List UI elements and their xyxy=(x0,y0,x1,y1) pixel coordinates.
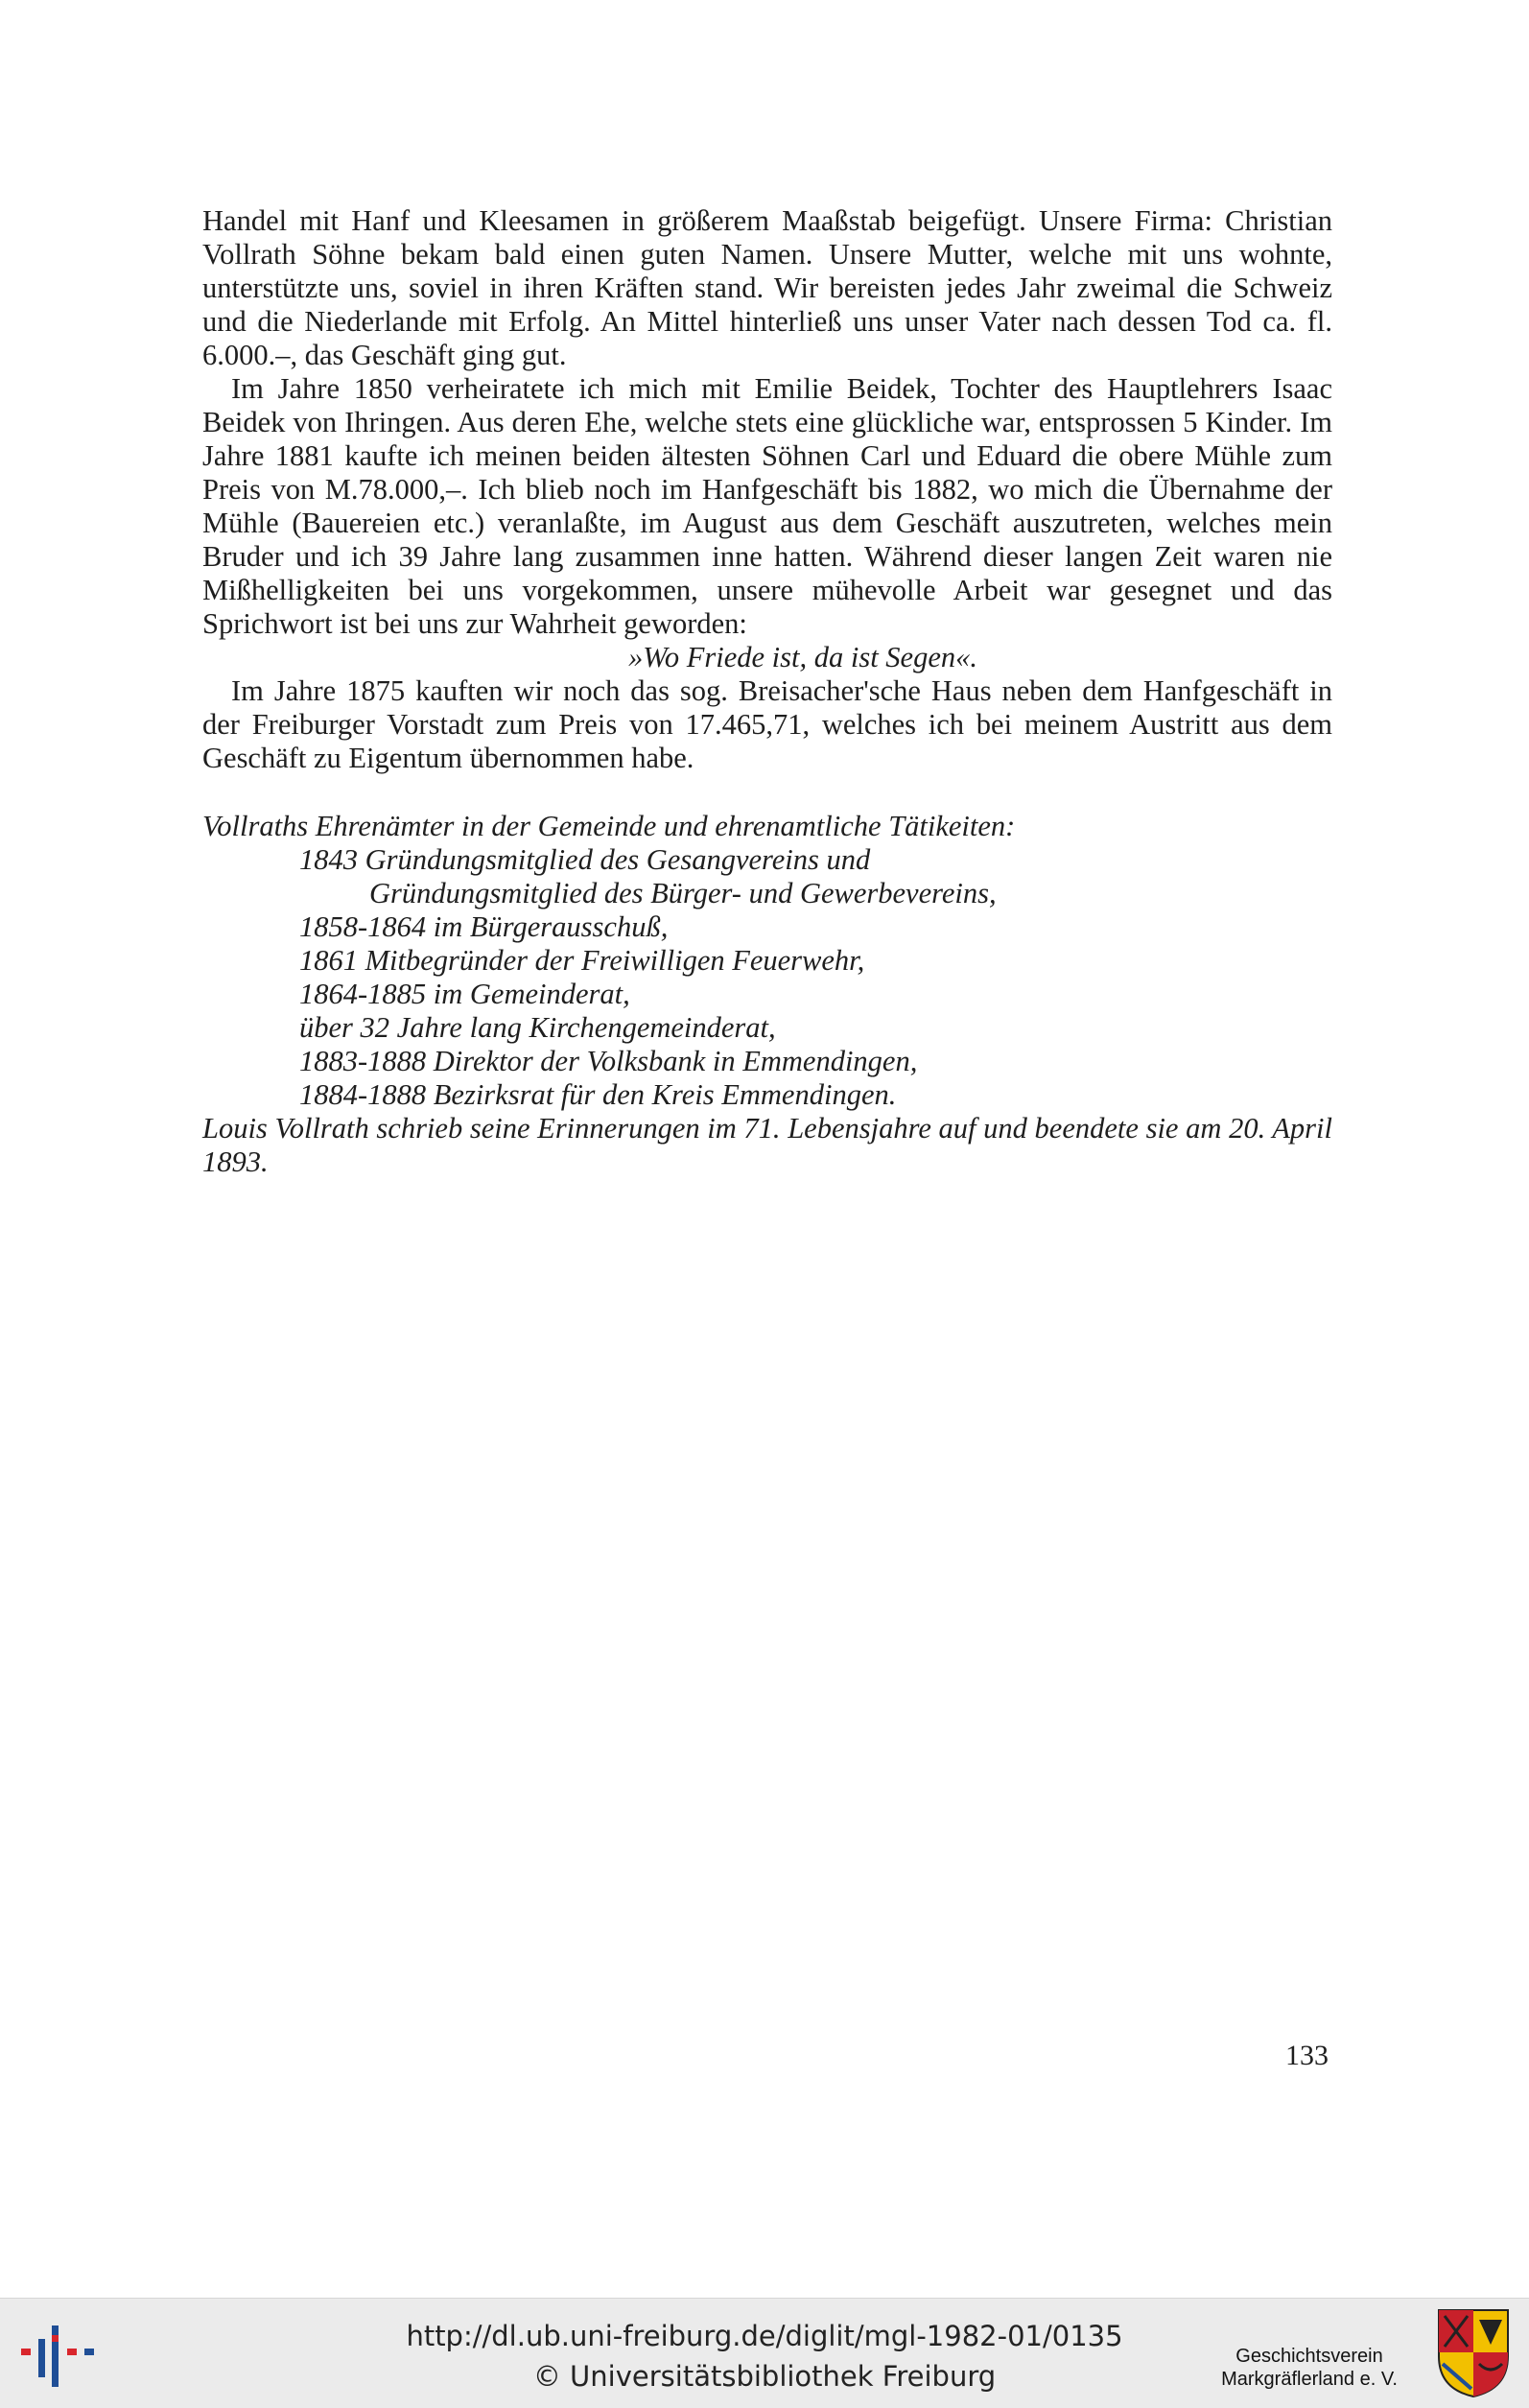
honors-list xyxy=(202,810,1332,1112)
paragraph-2: Im Jahre 1850 verheiratete ich mich mit Emilie Beidek, Tochter des Hauptlehrers Isaac Beidek von Ihringen. Aus deren Ehe, welche stets eine glückliche war, entsprossen 5 Kinder. Im Jahre 1881 kaufte ich meinen beiden ältesten Söhnen Carl und Eduard die obere Mühle zum Preis von M.78.000,–. Ich blieb noch im Hanfgeschäft bis 1882, wo mich die Übernahme der Mühle (Bauereien etc.) veranlaßte, im August aus dem Geschäft auszutreten, welches mein Bruder und ich 39 Jahre lang zusammen inne hatten. Während dieser langen Zeit waren nie Mißhelligkeiten bei uns vorgekommen, unsere mühevolle Arbeit war gesegnet und das Sprichwort ist bei uns zur Wahrheit geworden: xyxy=(202,372,1332,640)
coat-of-arms-icon[interactable] xyxy=(1435,2306,1512,2398)
honors-item: 1884-1888 Bezirksrat für den Kreis Emmendingen. xyxy=(299,1078,897,1111)
permalink-url[interactable]: http://dl.ub.uni-freiburg.de/diglit/mgl-1982-01/0135 xyxy=(406,2320,1123,2352)
paragraph-1: Handel mit Hanf und Kleesamen in größerem Maaßstab beigefügt. Unsere Firma: Christian Vollrath Söhne bekam bald einen guten Namen. Unsere Mutter, welche mit uns wohnte, unterstützte uns, soviel in ihren Kräften stand. Wir bereisten jedes Jahr zweimal die Schweiz und die Niederlande mit Erfolg. An Mittel hinterließ uns unser Vater nach dessen Tod ca. fl. 6.000.–, das Geschäft ging gut. xyxy=(202,204,1332,371)
paragraph-3: Im Jahre 1875 kauften wir noch das sog. Breisacher'sche Haus neben dem Hanfgeschäft in der Freiburger Vorstadt zum Preis von 17.465,71, welches ich bei meinem Austritt aus dem Geschäft zu Eigentum übernommen habe. xyxy=(202,674,1332,774)
honors-item: 1858-1864 im Bürgerausschuß, xyxy=(299,910,669,943)
honors-item: 1883-1888 Direktor der Volksbank in Emmendingen, xyxy=(299,1045,918,1077)
page-text xyxy=(202,204,1332,1179)
proverb-quote: »Wo Friede ist, da ist Segen«. xyxy=(628,641,977,673)
honors-item: 1864-1885 im Gemeinderat, xyxy=(299,978,630,1010)
honors-item: 1843 Gründungsmitglied des Gesangvereins und xyxy=(299,843,871,876)
page-number: 133 xyxy=(1285,2040,1329,2071)
society-name-line: Geschichtsverein xyxy=(1235,2346,1383,2367)
society-name-line: Markgräflerland e. V. xyxy=(1221,2369,1398,2390)
honors-heading: Vollraths Ehrenämter in der Gemeinde und ehrenamtliche Tätikeiten: xyxy=(202,810,1016,842)
honors-item: über 32 Jahre lang Kirchengemeinderat, xyxy=(299,1011,776,1044)
copyright-text: © Universitätsbibliothek Freiburg xyxy=(532,2360,997,2393)
society-name[interactable] xyxy=(1189,2345,1429,2391)
closing-note: Louis Vollrath schrieb seine Erinnerungen im 71. Lebensjahre auf und beendete sie am 20. April 1893. xyxy=(202,1112,1332,1178)
honors-item: 1861 Mitbegründer der Freiwilligen Feuerwehr, xyxy=(299,944,865,977)
honors-item: Gründungsmitglied des Bürger- und Gewerbevereins, xyxy=(369,877,997,909)
